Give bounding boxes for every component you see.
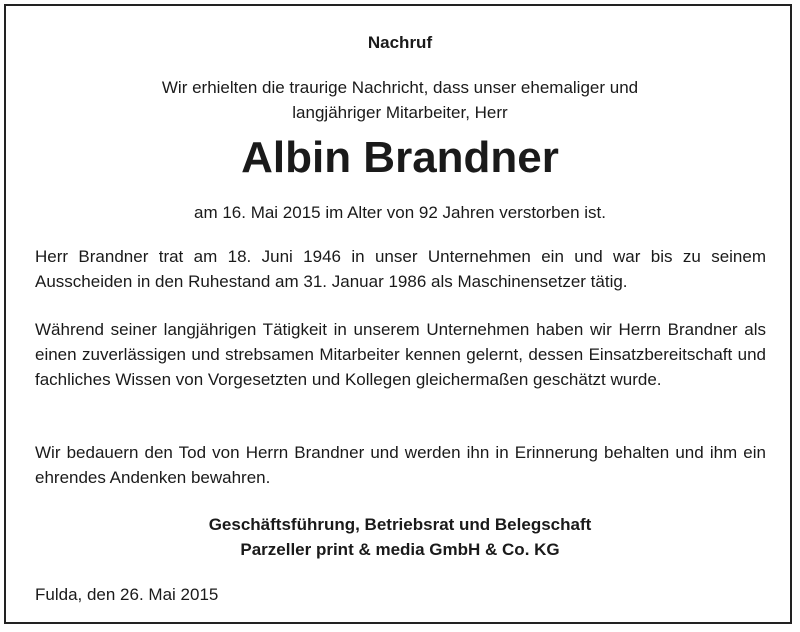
deceased-name: Albin Brandner bbox=[241, 133, 559, 182]
place-date: Fulda, den 26. Mai 2015 bbox=[35, 585, 219, 604]
paragraph-appreciation: Während seiner langjährigen Tätigkeit in unserem Unternehmen haben wir Herrn Brandner als einen zuverlässigen und strebsamen Mitarbeiter kennen gelernt, dessen Einsatzbereitschaft und fachliches Wissen von Vorgesetzten und Kollegen gleichermaßen geschätzt wurde. bbox=[35, 320, 766, 389]
signature-line-2: Parzeller print & media GmbH & Co. KG bbox=[240, 540, 560, 559]
paragraph-condolence: Wir bedauern den Tod von Herrn Brandner und werden ihn in Erinnerung behalten und ihm ein ehrendes Andenken bewahren. bbox=[35, 443, 766, 487]
intro-line-2: langjähriger Mitarbeiter, Herr bbox=[292, 103, 508, 122]
intro-line-1: Wir erhielten die traurige Nachricht, dass unser ehemaliger und bbox=[161, 78, 639, 97]
signature-line-1: Geschäftsführung, Betriebsrat und Belegschaft bbox=[208, 515, 592, 534]
paragraph-employment: Herr Brandner trat am 18. Juni 1946 in unser Unternehmen ein und war bis zu seinem Ausscheiden in den Ruhestand am 31. Januar 1986 als Maschinensetzer tätig. bbox=[35, 247, 766, 291]
obituary-heading: Nachruf bbox=[367, 33, 433, 52]
intro-text bbox=[0, 75, 800, 125]
death-date-age: am 16. Mai 2015 im Alter von 92 Jahren verstorben ist. bbox=[194, 203, 606, 222]
signature-block bbox=[0, 512, 800, 562]
